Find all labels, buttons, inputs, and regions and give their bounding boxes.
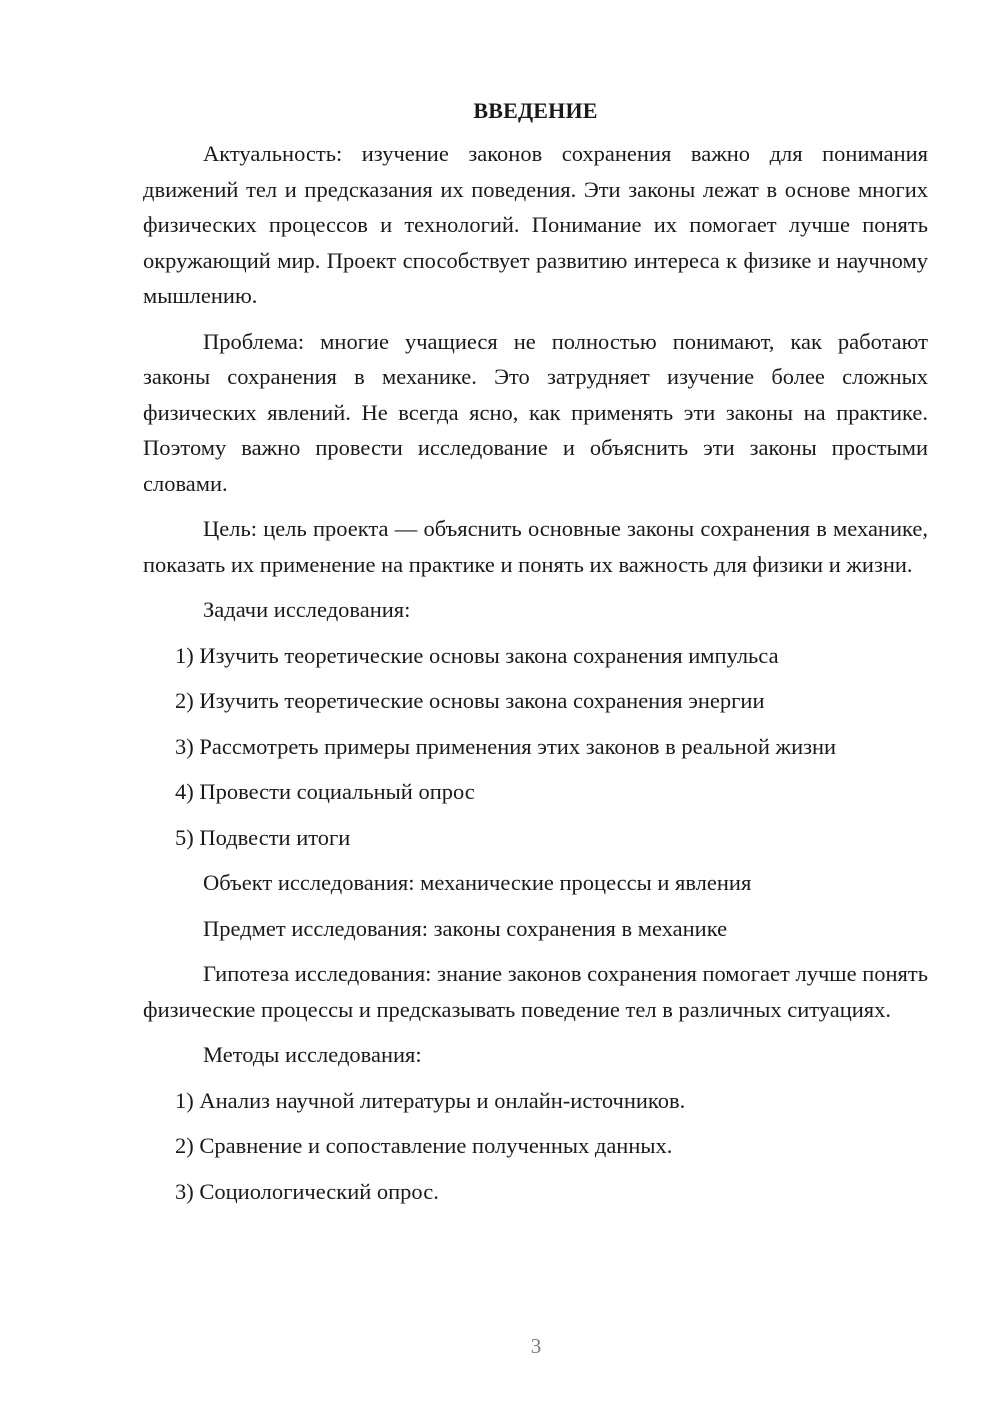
methods-heading: Методы исследования: (203, 1042, 422, 1067)
task-item-2: 2) Изучить теоретические основы закона сохранения энергии (175, 688, 765, 713)
hypothesis-paragraph: Гипотеза исследования: знание законов сохранения помогает лучше понять физические процессы и предсказывать поведение тел в различных ситуациях. (143, 961, 928, 1022)
tasks-heading: Задачи исследования: (203, 597, 411, 622)
page-content (143, 96, 928, 1219)
task-item-1: 1) Изучить теоретические основы закона сохранения импульса (175, 642, 779, 668)
problem-paragraph: Проблема: многие учащиеся не полностью понимают, как работают законы сохранения в механике. Это затрудняет изучение более сложных физических явлений. Не всегда ясно, как применять эти законы на практике. Поэтому важно провести исследование и объяснить эти законы простыми словами. (143, 328, 928, 496)
method-item-2: 2) Сравнение и сопоставление полученных данных. (175, 1133, 673, 1158)
method-item-1: 1) Анализ научной литературы и онлайн-источников. (175, 1087, 686, 1113)
task-item-5: 5) Подвести итоги (175, 824, 351, 850)
task-item-4: 4) Провести социальный опрос (175, 779, 475, 804)
research-subject: Предмет исследования: законы сохранения в механике (203, 915, 728, 941)
goal-paragraph: Цель: цель проекта — объяснить основные законы сохранения в механике, показать их применение на практике и понять их важность для физики и жизни. (143, 516, 928, 577)
method-item-3: 3) Социологический опрос. (175, 1178, 439, 1204)
task-item-3: 3) Рассмотреть примеры применения этих законов в реальной жизни (175, 733, 837, 759)
research-object: Объект исследования: механические процессы и явления (203, 870, 752, 895)
page-number: 3 (530, 1334, 542, 1358)
section-title: ВВЕДЕНИЕ (473, 98, 598, 123)
relevance-paragraph: Актуальность: изучение законов сохранения важно для понимания движений тел и предсказания их поведения. Эти законы лежат в основе многих физических процессов и технологий. Понимание их помогает лучше понять окружающий мир. Проект способствует развитию интереса к физике и научному мышлению. (143, 141, 928, 308)
